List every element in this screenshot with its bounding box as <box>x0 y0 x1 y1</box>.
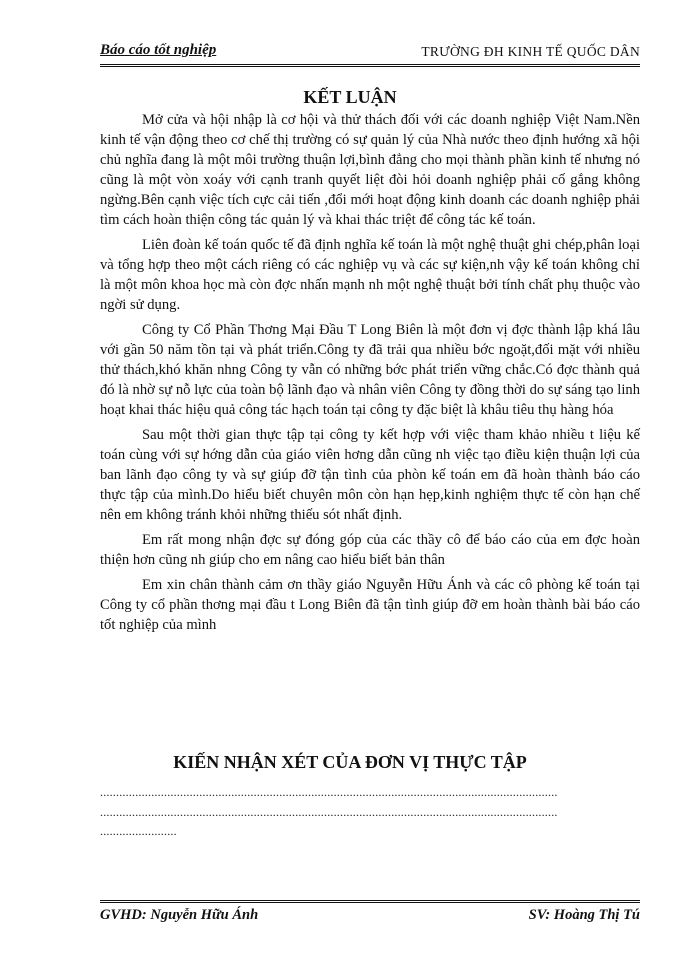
footer-student: SV: Hoàng Thị Tú <box>528 907 640 923</box>
header-university: TRƯỜNG ĐH KINH TẾ QUỐC DÂN <box>421 44 640 59</box>
paragraph: Em xin chân thành cảm ơn thầy giáo Nguyễn Hữu Ánh và các cô phòng kế toán tại Công ty cổ phần thơng mại đầu t Long Biên đã tận tình giúp đỡ em hoàn thành bài báo cáo tốt nghiệp của mình <box>100 577 640 633</box>
section-title: KIẾN NHẬN XÉT CỦA ĐƠN VỊ THỰC TẬP <box>173 752 527 772</box>
page-header <box>100 40 640 67</box>
dotted-line: ............................................................................................................................................... <box>100 805 558 819</box>
page-footer <box>100 900 640 927</box>
paragraph: Mở cửa và hội nhập là cơ hội và thử thách đối với các doanh nghiệp Việt Nam.Nền kinh tế vận động theo cơ chế thị trường có sự quản lý của Nhà nước theo định hướng xã hội chủ nghĩa đang là một môi trường thuận lợi,bình đẳng cho mọi thành phần kinh tế nhưng nó cũng là một vòn xoáy với cạnh tranh quyết liệt đòi hỏi doanh nghiệp phải cố gắng không ngừng.Bên cạnh việc tích cực cải tiến ,đổi mới hoạt động kinh doanh các doanh nghiệp phải tìm cách hoàn thiện công tác quản lý và khai thác triệt để công tác kế toán. <box>100 112 640 228</box>
dotted-line: ........................ <box>100 824 177 838</box>
paragraph: Liên đoàn kế toán quốc tế đã định nghĩa kế toán là một nghệ thuật ghi chép,phân loại và tổng hợp theo một cách riêng có các nghiệp vụ và các sự kiện,nh vậy kế toán không chỉ là một môn khoa học mà còn đợc nhấn mạnh nh một nghệ thuật bởi tính chất phụ thuộc vào ngời sử dụng. <box>100 237 640 313</box>
paragraph: Công ty Cổ Phần Thơng Mại Đầu T Long Biên là một đơn vị đợc thành lập khá lâu với gần 50 năm tồn tại và phát triển.Công ty đã trải qua nhiều bớc ngoặt,đối mặt với nhiều thử thách,khó khăn nhng Công ty vẫn có những bớc phát triển vững chắc.Có đợc thành quả đó là nhờ sự nỗ lực của toàn bộ lãnh đạo và nhân viên Công ty đồng thời do sự sáng tạo linh hoạt khai thác hiệu quả công tác hạch toán tại công ty đặc biệt là khâu tiêu thụ hàng hóa <box>100 322 640 418</box>
header-report-title: Báo cáo tốt nghiệp <box>100 42 217 58</box>
paragraph: Sau một thời gian thực tập tại công ty kết hợp với việc tham khảo nhiều t liệu kế toán cùng với sự hớng dẫn của giáo viên hơng dẫn cũng nh việc tạo điều kiện thuận lợi của ban lãnh đạo công ty và sự giúp đỡ tận tình của phòn kế toán em đã hoàn thành báo cáo thực tập của mình.Do hiểu biết chuyên môn còn hạn hẹp,kinh nghiệm thực tế còn hạn chế nên em không tránh khỏi những thiếu sót nhất định. <box>100 427 640 523</box>
dotted-line: ............................................................................................................................................... <box>100 785 558 799</box>
body-text <box>100 110 640 640</box>
footer-supervisor: GVHD: Nguyễn Hữu Ánh <box>100 907 259 923</box>
paragraph: Em rất mong nhận đợc sự đóng góp của các thầy cô để báo cáo của em đợc hoàn thiện hơn cũng nh giúp cho em nâng cao hiểu biết bản thân <box>100 532 640 568</box>
page-title: KẾT LUẬN <box>303 87 397 107</box>
